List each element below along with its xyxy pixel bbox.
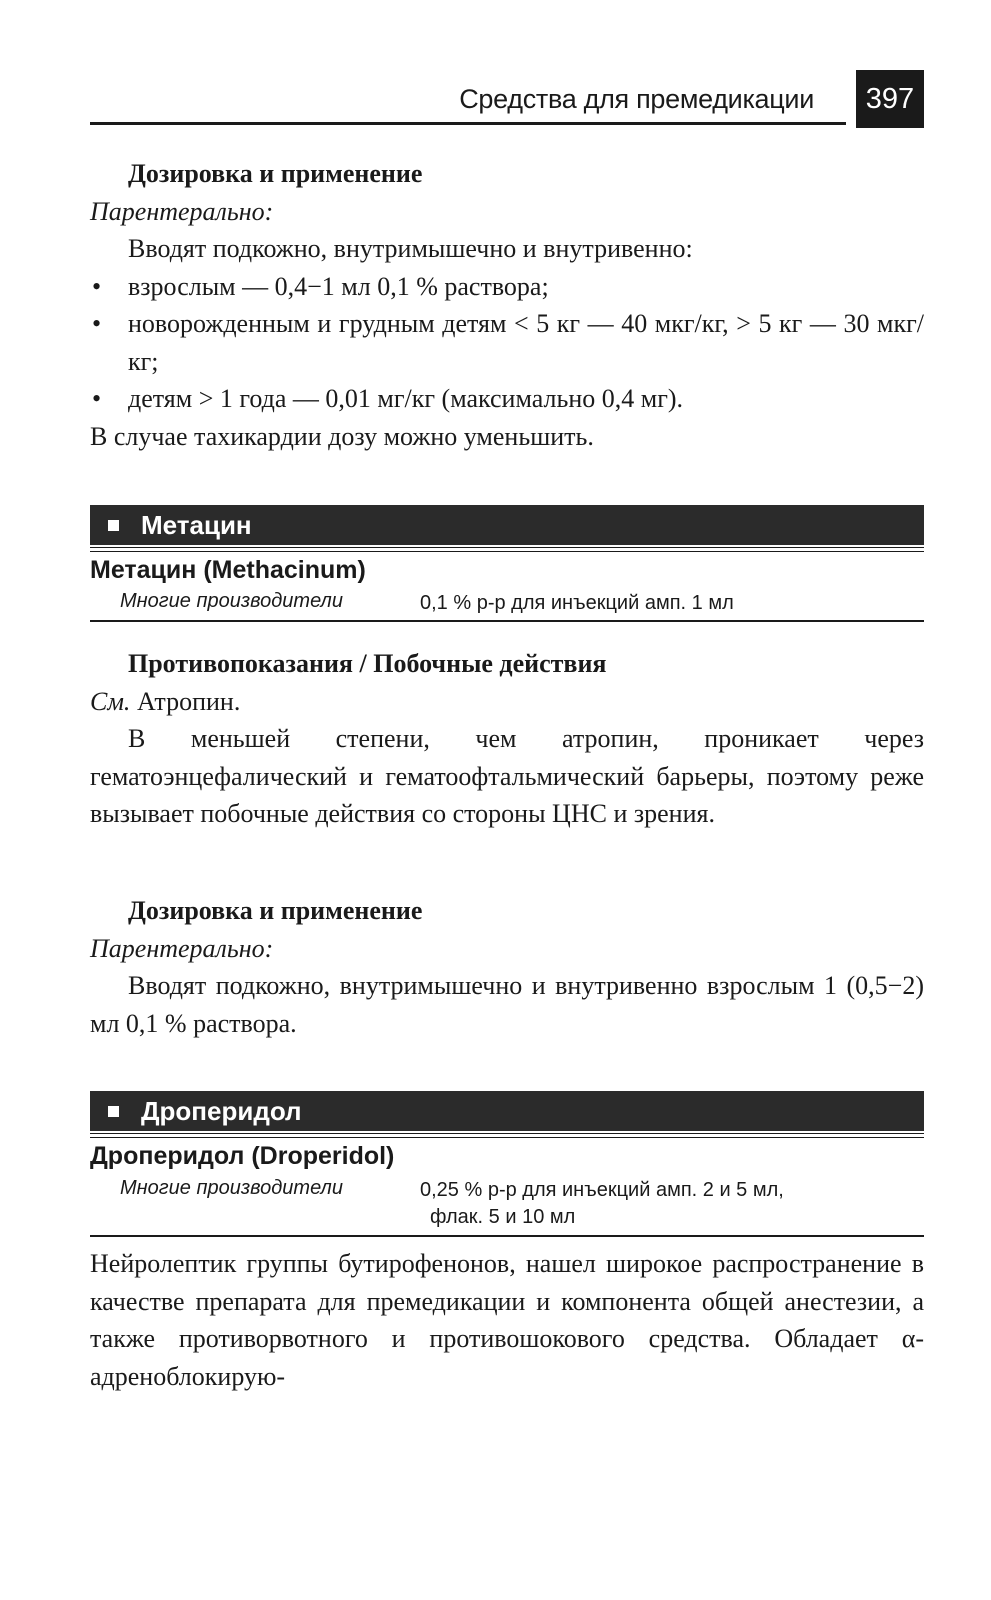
- atropine-dosage-section: [90, 155, 924, 455]
- metacin-dosage: [90, 892, 924, 1042]
- square-bullet-icon: [108, 520, 119, 531]
- drug-info-rule: [90, 620, 924, 622]
- contra-text: В меньшей степени, чем атропин, проникает через гематоэнцефалический и гематоофтальмический барьеры, поэтому реже вызывает побочные действия со стороны ЦНС и зрения.: [90, 724, 924, 828]
- dosage-form-line: 0,1 % р-р для инъекций амп. 1 мл: [420, 592, 734, 614]
- section-title: Дроперидол: [141, 1096, 302, 1126]
- drug-name: Метацин (Methacinum): [90, 556, 366, 584]
- see-prefix: См.: [90, 686, 131, 716]
- see-reference: [90, 683, 924, 721]
- drug-info-rule: [90, 1235, 924, 1237]
- list-item: • детям > 1 года — 0,01 мг/кг (максимально 0,4 мг).: [90, 380, 924, 418]
- section-heading: Противопоказания / Побочные действия: [128, 649, 607, 678]
- drug-name: Дроперидол (Droperidol): [90, 1142, 395, 1170]
- section-double-rule: [90, 1133, 924, 1138]
- manufacturer: Многие производители: [120, 1177, 343, 1199]
- page-number: 397: [856, 70, 924, 128]
- route-label: Парентерально:: [90, 196, 274, 226]
- section-bar-droperidol: [90, 1091, 924, 1131]
- section-title: Метацин: [141, 510, 252, 540]
- metacin-contraindications: [90, 645, 924, 833]
- dosage-note: В случае тахикардии дозу можно уменьшить.: [90, 421, 594, 451]
- dosage-form: [420, 590, 734, 617]
- list-item: • взрослым — 0,4−1 мл 0,1 % раствора;: [90, 268, 924, 306]
- header-rule: [90, 122, 846, 125]
- dosage-intro: Вводят подкожно, внутримышечно и внутривенно:: [128, 234, 693, 263]
- manufacturer: Многие производители: [120, 590, 343, 612]
- droperidol-description: [90, 1245, 924, 1395]
- route-label: Парентерально:: [90, 933, 274, 963]
- description-text: Нейролептик группы бутирофенонов, нашел широкое распространение в качестве препарата для премедикации и компонента общей анестезии, а также противорвотного и противошокового средства. Обладает α-адреноблокирую-: [90, 1249, 924, 1391]
- section-bar-metacin: [90, 505, 924, 545]
- dosage-text: Вводят подкожно, внутримышечно и внутривенно взрослым 1 (0,5−2) мл 0,1 % раствора.: [90, 971, 924, 1038]
- see-ref: Атропин.: [130, 686, 241, 716]
- dosage-form-line: флак. 5 и 10 мл: [430, 1206, 576, 1228]
- list-item: • новорожденным и грудным детям < 5 кг — 40 мкг/кг, > 5 кг — 30 мкг/кг;: [90, 305, 924, 380]
- book-page: [90, 0, 924, 1600]
- dosage-form-line: 0,25 % р-р для инъекций амп. 2 и 5 мл,: [420, 1179, 784, 1201]
- dosage-list: [90, 268, 924, 418]
- square-bullet-icon: [108, 1106, 119, 1117]
- running-title: Средства для премедикации: [459, 84, 814, 114]
- running-header: [90, 70, 924, 128]
- section-heading: Дозировка и применение: [128, 896, 423, 925]
- dosage-form: [420, 1177, 784, 1231]
- section-double-rule: [90, 547, 924, 552]
- section-heading: Дозировка и применение: [128, 159, 423, 188]
